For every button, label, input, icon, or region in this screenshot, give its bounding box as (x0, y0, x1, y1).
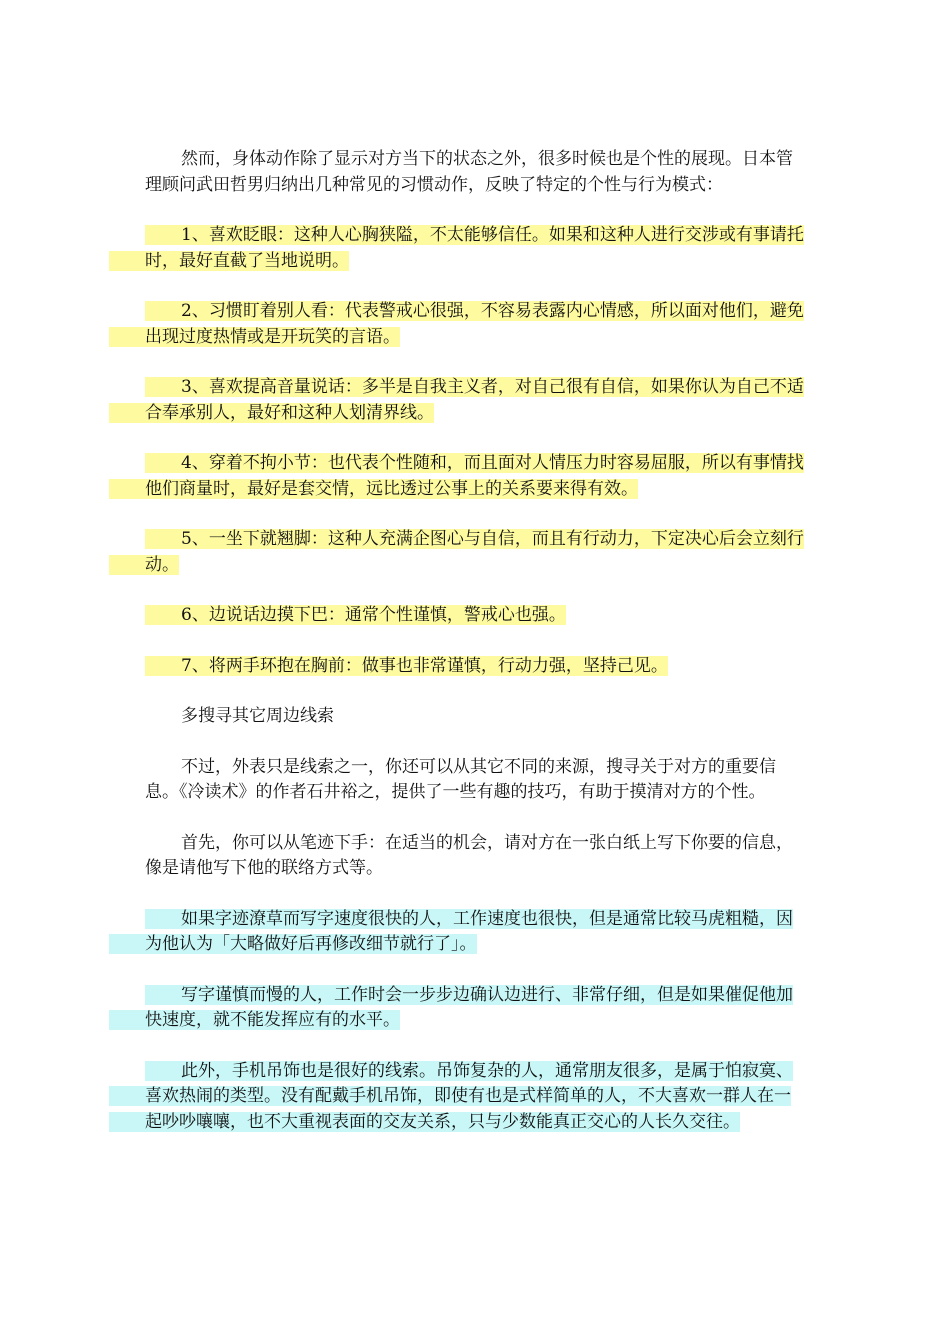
paragraph-text: 然而，身体动作除了显示对方当下的状态之外，很多时候也是个性的展现。日本管理顾问武田哲男归纳出几种常见的习惯动作，反映了特定的个性与行为模式： (145, 149, 793, 195)
paragraph-slow-writer (145, 983, 805, 1034)
list-item-7 (145, 654, 805, 680)
list-item-4 (145, 451, 805, 502)
highlighted-text: 2、习惯盯着别人看：代表警戒心很强，不容易表露内心情感，所以面对他们，避免出现过度热情或是开玩笑的言语。 (109, 301, 804, 347)
paragraph-intro (145, 147, 805, 198)
highlighted-text: 7、将两手环抱在胸前：做事也非常谨慎，行动力强，坚持己见。 (145, 656, 668, 676)
highlighted-text: 1、喜欢眨眼：这种人心胸狭隘，不太能够信任。如果和这种人进行交涉或有事请托时，最好直截了当地说明。 (109, 225, 804, 271)
document-body (145, 147, 805, 1160)
list-item-5 (145, 527, 805, 578)
highlighted-text: 3、喜欢提高音量说话：多半是自我主义者，对自己很有自信，如果你认为自己不适合奉承别人，最好和这种人划清界线。 (109, 377, 804, 423)
list-item-1 (145, 223, 805, 274)
list-item-2 (145, 299, 805, 350)
paragraph-fast-writer (145, 907, 805, 958)
list-item-3 (145, 375, 805, 426)
list-item-6 (145, 603, 805, 629)
paragraph-phone-charm (145, 1059, 805, 1136)
heading-text: 多搜寻其它周边线索 (181, 706, 334, 726)
highlighted-text: 写字谨慎而慢的人，工作时会一步步边确认边进行、非常仔细，但是如果催促他加快速度，就不能发挥应有的水平。 (109, 985, 793, 1031)
paragraph-text: 不过，外表只是线索之一，你还可以从其它不同的来源，搜寻关于对方的重要信息。《冷读术》的作者石井裕之，提供了一些有趣的技巧，有助于摸清对方的个性。 (145, 756, 776, 802)
highlighted-text: 此外，手机吊饰也是很好的线索。吊饰复杂的人，通常朋友很多，是属于怕寂寞、喜欢热闹的类型。没有配戴手机吊饰，即使有也是式样简单的人，不大喜欢一群人在一起吵吵嚷嚷，也不大重视表面的交友关系，只与少数能真正交心的人长久交往。 (109, 1061, 793, 1132)
paragraph-handwriting (145, 831, 805, 882)
paragraph-clues (145, 755, 805, 806)
section-heading (145, 704, 805, 730)
highlighted-text: 4、穿着不拘小节：也代表个性随和，而且面对人情压力时容易屈服，所以有事情找他们商量时，最好是套交情，远比透过公事上的关系要来得有效。 (109, 453, 804, 499)
paragraph-text: 首先，你可以从笔迹下手：在适当的机会，请对方在一张白纸上写下你要的信息，像是请他写下他的联络方式等。 (145, 832, 793, 878)
highlighted-text: 6、边说话边摸下巴：通常个性谨慎，警戒心也强。 (145, 605, 566, 625)
highlighted-text: 如果字迹潦草而写字速度很快的人，工作速度也很快，但是通常比较马虎粗糙，因为他认为「大略做好后再修改细节就行了」。 (109, 909, 793, 955)
highlighted-text: 5、一坐下就翘脚：这种人充满企图心与自信，而且有行动力，下定决心后会立刻行动。 (109, 529, 804, 575)
